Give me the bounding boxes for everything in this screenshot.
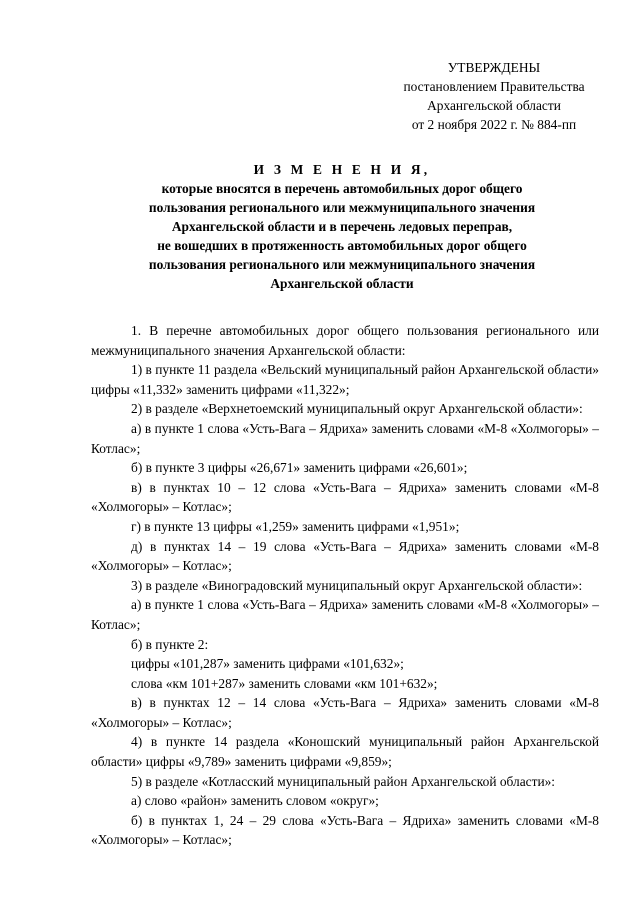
title-line: Архангельской области — [270, 276, 414, 291]
paragraph: 5) в разделе «Котласский муниципальный район Архангельской области»: — [131, 773, 556, 789]
paragraph: 1. В перечне автомобильных дорог общего пользования регионального или межмуниципального значения Архангельской области: — [91, 323, 599, 358]
paragraph: 3) в разделе «Виноградовский муниципальный округ Архангельской области»: — [131, 577, 583, 593]
approval-line: постановлением Правительства — [403, 79, 585, 94]
title-line: пользования регионального или межмуниципального значения — [148, 257, 536, 272]
paragraph: 4) в пункте 14 раздела «Коношский муниципальный район Архангельской области» цифры «9,789» заменить цифрами «9,859»; — [91, 734, 599, 770]
paragraph: г) в пункте 13 цифры «1,259» заменить цифрами «1,951»; — [131, 518, 460, 534]
paragraph: б) в пункте 2: — [131, 636, 209, 652]
title-line: не вошедших в протяженность автомобильных дорог общего — [157, 238, 527, 253]
paragraph: 1) в пункте 11 раздела «Вельский муниципальный район Архангельской области» цифры «11,332» заменить цифрами «11,322»; — [91, 362, 599, 397]
paragraph: а) в пункте 1 слова «Усть-Вага – Ядриха» заменить словами «М-8 «Холмогоры» – Котлас»; — [91, 420, 599, 456]
paragraph: д) в пунктах 14 – 19 слова «Усть-Вага – Ядриха» заменить словами «М-8 «Холмогоры» – Котлас»; — [91, 538, 599, 574]
title-line: которые вносятся в перечень автомобильных дорог общего — [161, 181, 523, 196]
paragraph: цифры «101,287» заменить цифрами «101,632»; — [131, 656, 404, 672]
paragraph: слова «км 101+287» заменить словами «км 101+632»; — [131, 675, 438, 691]
paragraph: а) в пункте 1 слова «Усть-Вага – Ядриха» заменить словами «М-8 «Холмогоры» – Котлас»; — [91, 597, 599, 632]
approval-line: УТВЕРЖДЕНЫ — [447, 60, 541, 75]
paragraph: б) в пункте 3 цифры «26,671» заменить цифрами «26,601»; — [131, 460, 468, 476]
approval-line: Архангельской области — [427, 98, 561, 113]
paragraph: в) в пунктах 10 – 12 слова «Усть-Вага – Ядриха» заменить словами «М-8 «Холмогоры» – Котлас»; — [91, 479, 599, 515]
approval-stamp — [384, 58, 604, 134]
approval-line: от 2 ноября 2022 г. № 884-пп — [411, 117, 577, 132]
paragraph: а) слово «район» заменить словом «округ»; — [131, 793, 379, 809]
document-title — [80, 160, 604, 293]
title-line: Архангельской области и в перечень ледовых переправ, — [171, 219, 513, 234]
document-body — [91, 321, 599, 850]
title-heading: И З М Е Н Е Н И Я, — [253, 162, 431, 177]
title-line: пользования регионального или межмуниципального значения — [148, 200, 536, 215]
paragraph: 2) в разделе «Верхнетоемский муниципальный округ Архангельской области»: — [131, 401, 583, 417]
paragraph: в) в пунктах 12 – 14 слова «Усть-Вага – Ядриха» заменить словами «М-8 «Холмогоры» – Котлас»; — [91, 695, 599, 730]
paragraph: б) в пунктах 1, 24 – 29 слова «Усть-Вага – Ядриха» заменить словами «М-8 «Холмогоры» – Котлас»; — [91, 812, 599, 848]
